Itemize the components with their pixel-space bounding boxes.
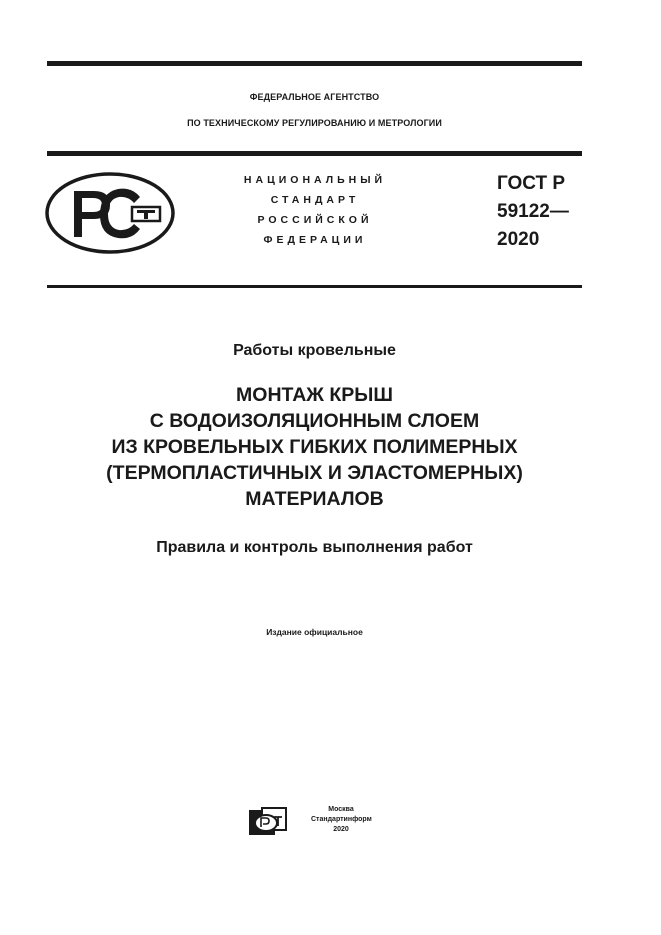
title-line-4: (ТЕРМОПЛАСТИЧНЫХ И ЭЛАСТОМЕРНЫХ) bbox=[106, 462, 523, 484]
title-line-3: ИЗ КРОВЕЛЬНЫХ ГИБКИХ ПОЛИМЕРНЫХ bbox=[111, 436, 518, 458]
subject-heading: Работы кровельные bbox=[233, 342, 396, 359]
edition-note: Издание официальное bbox=[266, 627, 363, 637]
title-line-1: МОНТАЖ КРЫШ bbox=[236, 384, 393, 406]
title-line-5: МАТЕРИАЛОВ bbox=[245, 488, 384, 510]
standard-type-line-4: ФЕДЕРАЦИИ bbox=[263, 234, 367, 246]
title-line-2: С ВОДОИЗОЛЯЦИОННЫМ СЛОЕМ bbox=[149, 410, 480, 432]
publisher-logo-icon bbox=[248, 807, 288, 837]
imprint-year: 2020 bbox=[333, 826, 349, 833]
standard-type-line-2: СТАНДАРТ bbox=[270, 194, 360, 206]
standard-designation bbox=[497, 170, 569, 254]
document-subtitle: Правила и контроль выполнения работ bbox=[156, 539, 473, 556]
standard-type-block bbox=[222, 170, 408, 250]
top-rule bbox=[47, 61, 582, 66]
designation-line-2: 59122— bbox=[497, 201, 569, 222]
document-title bbox=[47, 382, 582, 512]
bottom-rule bbox=[47, 285, 582, 288]
designation-line-1: ГОСТ Р bbox=[497, 173, 566, 194]
agency-line-1: ФЕДЕРАЛЬНОЕ АГЕНТСТВО bbox=[249, 92, 380, 102]
standard-type-line-3: РОССИЙСКОЙ bbox=[257, 214, 373, 226]
designation-line-3: 2020 bbox=[497, 229, 540, 250]
imprint-publisher: Стандартинформ bbox=[311, 816, 372, 823]
standard-type-line-1: НАЦИОНАЛЬНЫЙ bbox=[243, 174, 387, 186]
imprint-block bbox=[311, 805, 371, 835]
imprint-city: Москва bbox=[328, 806, 354, 813]
middle-rule bbox=[47, 151, 582, 156]
rst-conformity-mark-icon bbox=[44, 171, 176, 255]
agency-line-2: ПО ТЕХНИЧЕСКОМУ РЕГУЛИРОВАНИЮ И МЕТРОЛОГИИ bbox=[187, 118, 442, 128]
